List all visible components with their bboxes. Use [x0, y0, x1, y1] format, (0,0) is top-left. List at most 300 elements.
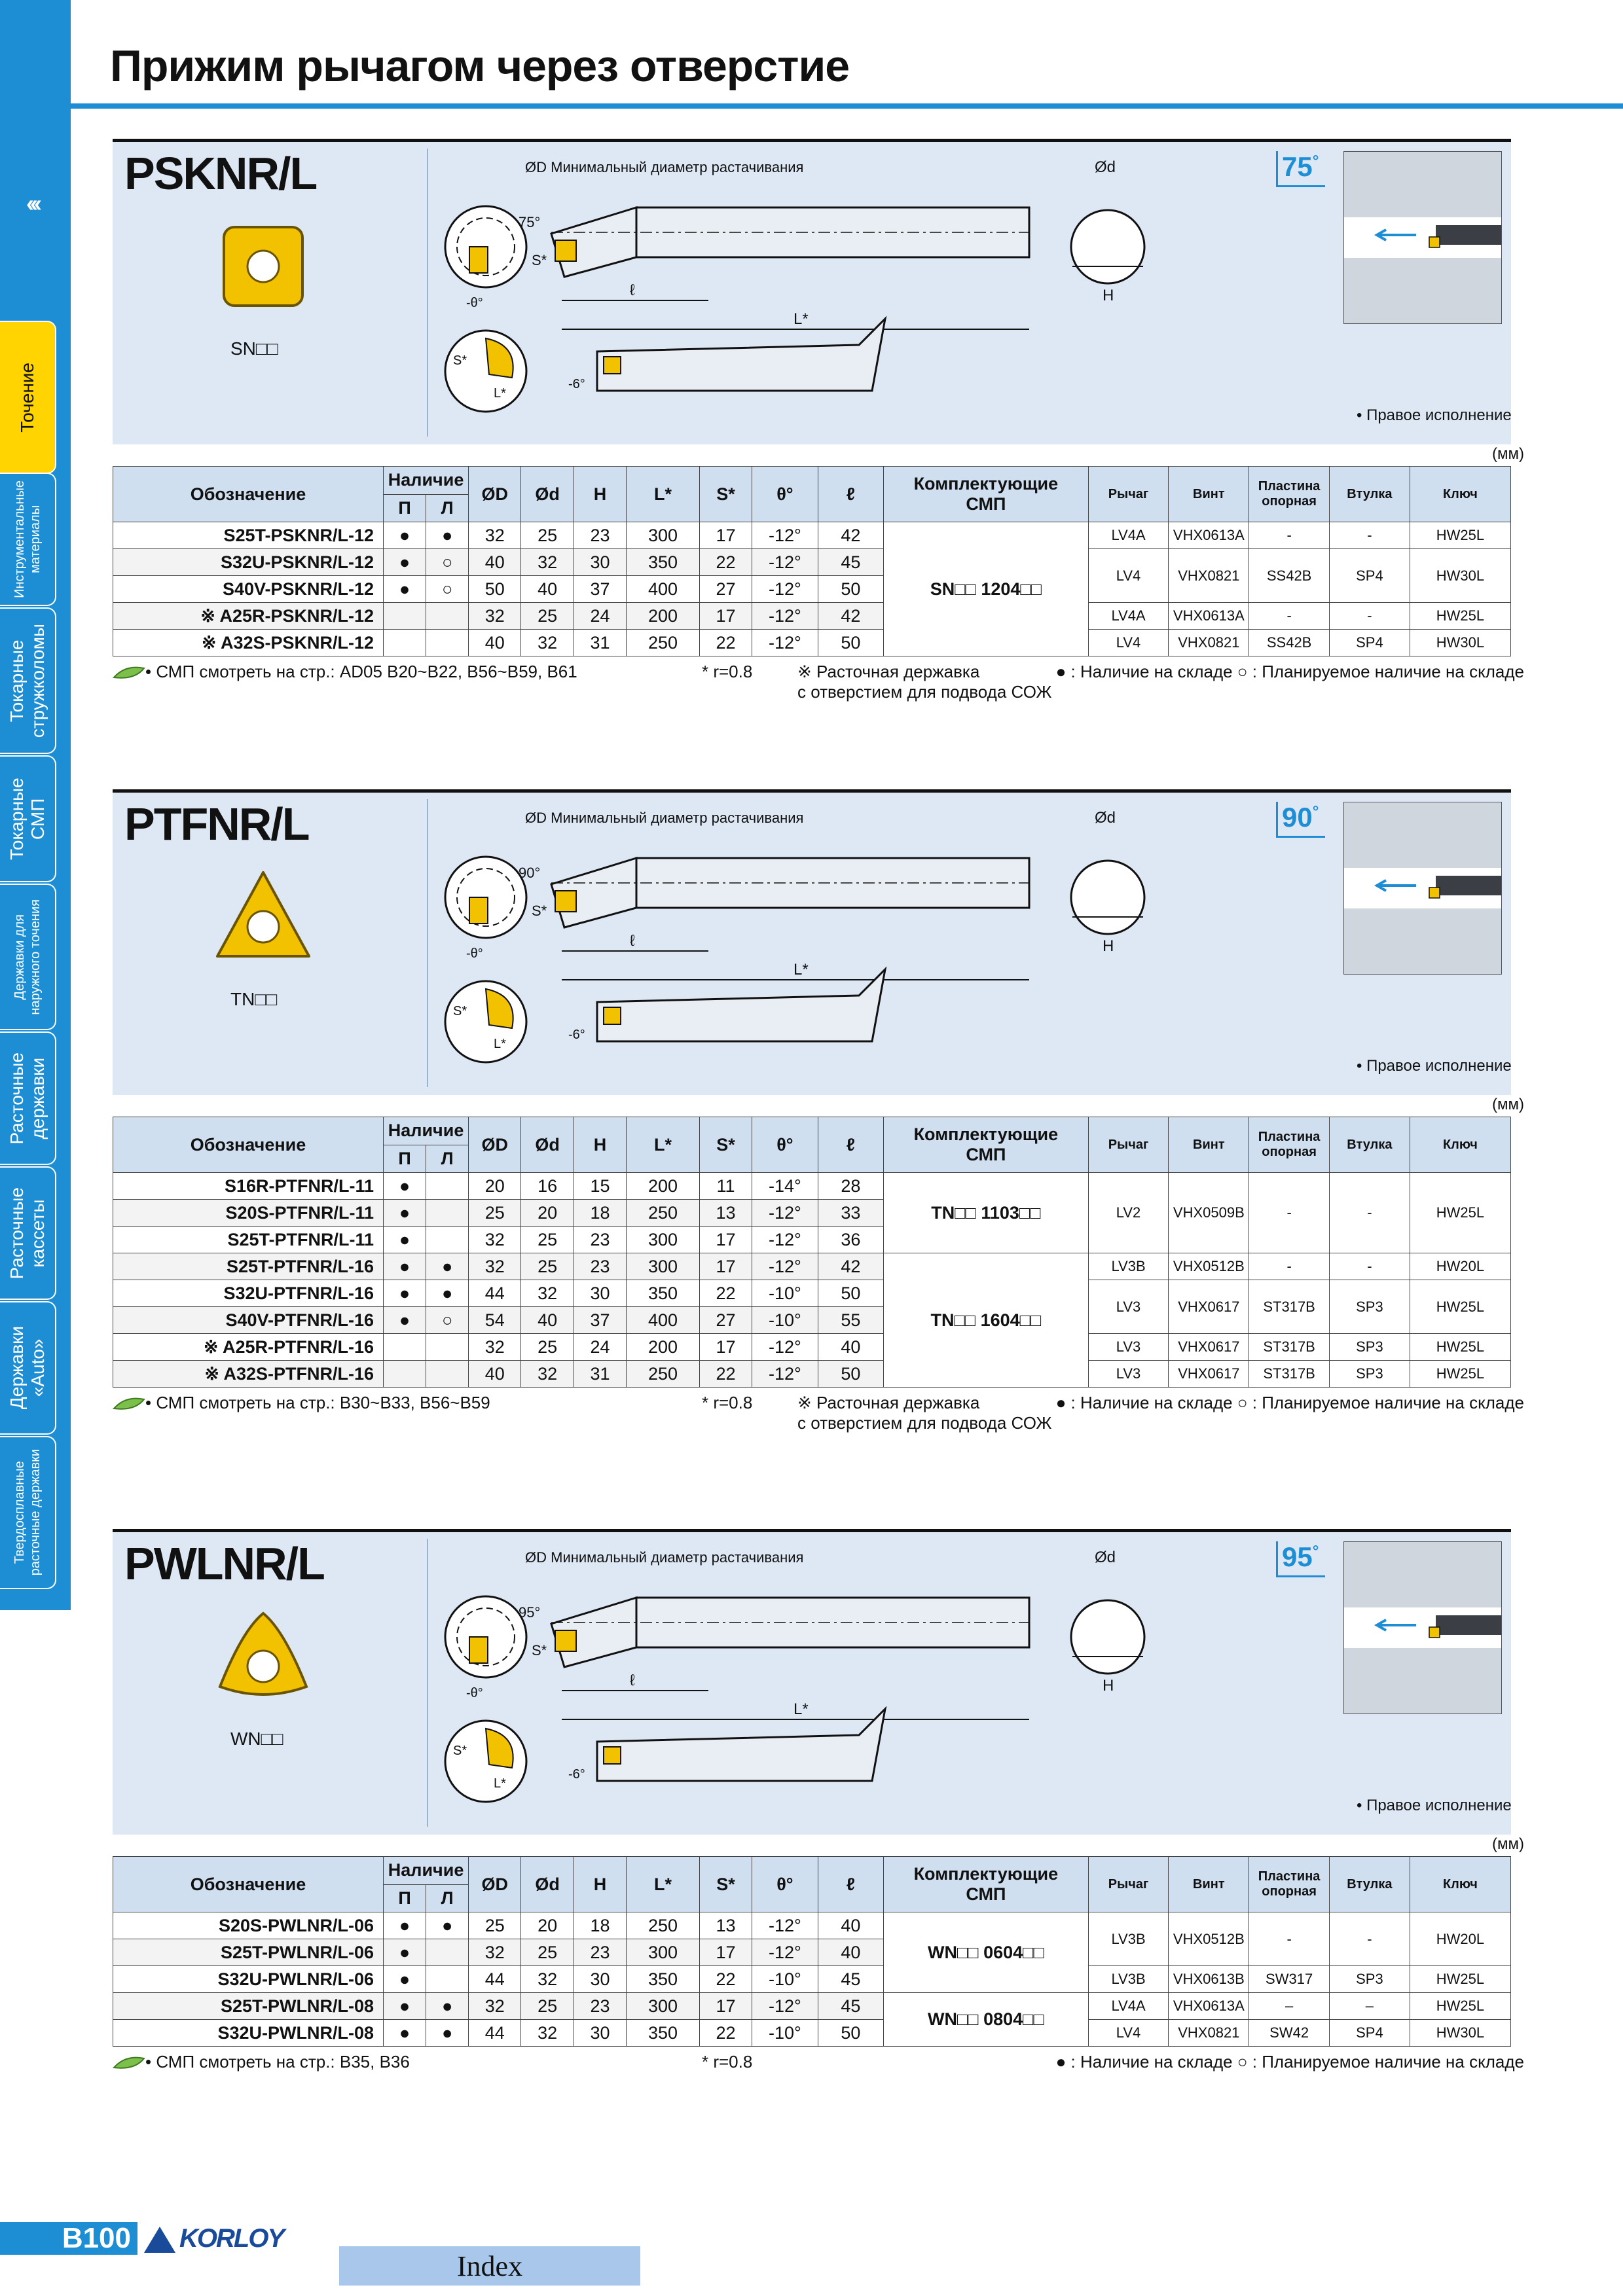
insert-hole — [247, 251, 279, 282]
table-footnote — [113, 2051, 1524, 2103]
cell-h: 23 — [574, 1939, 626, 1966]
units-note: (мм) — [1492, 1096, 1524, 1113]
cell-h: 23 — [574, 1253, 626, 1280]
workpiece-top — [1344, 152, 1501, 217]
insert-page-reference[interactable] — [113, 1393, 490, 1413]
cell-s: 27 — [699, 576, 752, 603]
table-row — [113, 1361, 1511, 1388]
cell-d: 20 — [521, 1912, 574, 1939]
component-plate: - — [1249, 522, 1330, 549]
table-header: Ød — [521, 1857, 574, 1912]
reference-text: • СМП смотреть на стр.: AD05 B20~B22, B56~B59, B61 — [145, 662, 577, 681]
cell-d: 16 — [521, 1173, 574, 1200]
cell-p: ● — [384, 1939, 426, 1966]
cell-l: 200 — [627, 1173, 700, 1200]
detail-L-label: L* — [494, 1037, 506, 1051]
cell-l — [426, 1173, 469, 1200]
cell-d: 25 — [521, 1334, 574, 1361]
dimension-drawing — [440, 1539, 1160, 1827]
component-header: Ключ — [1410, 1117, 1510, 1173]
components-header — [884, 467, 1089, 522]
model-designation: S25T-PWLNR/L-06 — [113, 1939, 384, 1966]
illustration-panel — [113, 789, 1511, 1095]
sidebar-tab[interactable] — [0, 1436, 56, 1589]
cell-h: 37 — [574, 1307, 626, 1334]
lower-insert — [604, 357, 621, 374]
component-header: Втулка — [1330, 1117, 1410, 1173]
component-screw: VHX0617 — [1169, 1280, 1249, 1334]
component-header: Втулка — [1330, 1857, 1410, 1912]
component-header: Ключ — [1410, 1857, 1510, 1912]
sidebar-tab-label: Державки для наружного точения — [12, 899, 43, 1015]
table-header: L* — [627, 467, 700, 522]
logo-icon — [144, 2227, 175, 2253]
cell-l: ● — [426, 522, 469, 549]
cell-s: 13 — [699, 1200, 752, 1227]
component-plate: ST317B — [1249, 1334, 1330, 1361]
cell-d: 32 — [469, 1253, 521, 1280]
angle-value: 75 — [1282, 151, 1313, 182]
component-plate: SS42B — [1249, 630, 1330, 656]
d-label: Ød — [1095, 1549, 1116, 1566]
table-header: ØD — [469, 467, 521, 522]
cell-p: ● — [384, 522, 426, 549]
sidebar-tab-label: Инструментальные материалы — [12, 480, 43, 598]
cell-theta: -12° — [752, 1361, 818, 1388]
smp-cell: WN□□ 0804□□ — [884, 1993, 1089, 2047]
cell-p — [384, 630, 426, 656]
table-header: S* — [699, 1117, 752, 1173]
cell-h: 23 — [574, 522, 626, 549]
sidebar-tab[interactable] — [0, 607, 56, 754]
table-header: H — [574, 467, 626, 522]
insert-page-reference[interactable] — [113, 2052, 410, 2072]
cell-p — [384, 1361, 426, 1388]
component-screw: VHX0617 — [1169, 1334, 1249, 1361]
back-arrows-icon[interactable]: ‹‹‹ — [26, 190, 38, 217]
lower-insert — [604, 1747, 621, 1764]
bar-insert — [555, 240, 576, 261]
sidebar-tab[interactable] — [0, 473, 56, 606]
component-key: HW30L — [1410, 549, 1510, 603]
panel-divider — [427, 799, 428, 1087]
insert-icon — [211, 1604, 316, 1709]
component-plate: - — [1249, 1912, 1330, 1966]
cell-l: 300 — [627, 1939, 700, 1966]
ell-label: ℓ — [630, 1672, 635, 1689]
angle-value: 95 — [1282, 1541, 1313, 1572]
cell-d: 20 — [521, 1200, 574, 1227]
cell-d: 32 — [521, 1361, 574, 1388]
L-label: L* — [793, 310, 809, 328]
cell-ell: 45 — [818, 1993, 883, 2020]
component-plate: – — [1249, 1993, 1330, 2020]
component-sleeve: - — [1330, 1912, 1410, 1966]
component-header: Рычаг — [1088, 1857, 1169, 1912]
tool-code: PWLNR/L — [124, 1538, 324, 1589]
cell-h: 24 — [574, 603, 626, 630]
boring-bar — [1436, 1615, 1501, 1635]
insert-hole — [247, 1651, 279, 1682]
component-sleeve: SP3 — [1330, 1361, 1410, 1388]
component-lever: LV4 — [1088, 630, 1169, 656]
table-row — [113, 1334, 1511, 1361]
component-key: HW25L — [1410, 1334, 1510, 1361]
approach-angle-label: 95° — [519, 1604, 541, 1621]
table-header: Наличие — [384, 1857, 469, 1885]
component-key: HW30L — [1410, 2020, 1510, 2047]
cell-ell: 50 — [818, 576, 883, 603]
components-label: Комплектующие — [913, 474, 1059, 493]
cell-p: ● — [384, 1227, 426, 1253]
workpiece-top — [1344, 1542, 1501, 1607]
component-sleeve: – — [1330, 1993, 1410, 2020]
dimension-drawing — [440, 149, 1160, 437]
leaf-shape — [114, 1399, 144, 1409]
index-button[interactable]: Index — [339, 2246, 640, 2286]
cell-d: 20 — [469, 1173, 521, 1200]
cell-h: 24 — [574, 1334, 626, 1361]
table-row — [113, 1253, 1511, 1280]
cell-p: ● — [384, 576, 426, 603]
cell-h: 30 — [574, 2020, 626, 2047]
cell-theta: -12° — [752, 549, 818, 576]
detail-s-label: S* — [453, 1004, 467, 1018]
spec-table — [113, 1117, 1511, 1388]
cell-s: 22 — [699, 1280, 752, 1307]
cell-d: 32 — [521, 2020, 574, 2047]
component-screw: VHX0613A — [1169, 1993, 1249, 2020]
units-note: (мм) — [1492, 1835, 1524, 1853]
table-header: θ° — [752, 1857, 818, 1912]
sidebar-tab-label: Твердосплавные расточные державки — [12, 1449, 43, 1576]
sidebar-tab[interactable] — [0, 321, 56, 474]
radius-note: * r=0.8 — [702, 2052, 753, 2072]
table-header: Обозначение — [113, 467, 384, 522]
radius-note: * r=0.8 — [702, 662, 753, 681]
table-row — [113, 1912, 1511, 1939]
cell-s: 22 — [699, 630, 752, 656]
model-designation: S25T-PWLNR/L-08 — [113, 1993, 384, 2020]
operation-image — [1343, 151, 1502, 324]
cell-d: 40 — [469, 1361, 521, 1388]
sidebar-tab[interactable] — [0, 884, 56, 1030]
cell-ell: 50 — [818, 2020, 883, 2047]
component-screw: VHX0613A — [1169, 522, 1249, 549]
sidebar-tab-label: Расточные державки — [7, 1052, 48, 1145]
table-row — [113, 630, 1511, 656]
model-designation: S32U-PTFNR/L-16 — [113, 1280, 384, 1307]
component-header: Ключ — [1410, 467, 1510, 522]
cell-ell: 45 — [818, 1966, 883, 1993]
table-header: ℓ — [818, 1117, 883, 1173]
neg6-label: -6° — [568, 1767, 585, 1782]
cell-ell: 50 — [818, 1280, 883, 1307]
component-header: Винт — [1169, 1857, 1249, 1912]
cell-s: 11 — [699, 1173, 752, 1200]
table-header: Обозначение — [113, 1117, 384, 1173]
cell-l: 200 — [627, 603, 700, 630]
component-lever: LV3B — [1088, 1253, 1169, 1280]
min-diameter-label: ØD Минимальный диаметр растачивания — [525, 159, 804, 175]
stock-legend: ● : Наличие на складе ○ : Планируемое наличие на складе — [1055, 2052, 1524, 2072]
cell-l — [426, 1361, 469, 1388]
cell-d: 25 — [521, 1227, 574, 1253]
degree-sign: ° — [1312, 803, 1319, 821]
component-lever: LV4 — [1088, 549, 1169, 603]
component-lever: LV4 — [1088, 2020, 1169, 2047]
component-sleeve: - — [1330, 522, 1410, 549]
detail-s-label: S* — [453, 353, 467, 368]
table-header: Л — [426, 494, 469, 522]
right-hand-note: • Правое исполнение — [1357, 406, 1512, 424]
cell-h: 30 — [574, 1280, 626, 1307]
component-key: HW25L — [1410, 1993, 1510, 2020]
component-lever: LV3 — [1088, 1334, 1169, 1361]
cell-theta: -12° — [752, 630, 818, 656]
sidebar-tab[interactable] — [0, 1301, 56, 1435]
component-screw: VHX0613B — [1169, 1966, 1249, 1993]
smp-cell: WN□□ 0604□□ — [884, 1912, 1089, 1993]
component-header: Винт — [1169, 467, 1249, 522]
component-key: HW20L — [1410, 1253, 1510, 1280]
section-circle — [1071, 861, 1144, 934]
cell-s: 17 — [699, 1993, 752, 2020]
cell-s: 13 — [699, 1912, 752, 1939]
smp-label: СМП — [966, 1884, 1006, 1904]
cell-l — [426, 1227, 469, 1253]
table-header: ℓ — [818, 467, 883, 522]
reference-leaf-icon — [113, 664, 145, 681]
boring-bar-note: ※ Расточная державка с отверстием для подвода СОЖ — [797, 1393, 1052, 1433]
component-lever: LV3 — [1088, 1280, 1169, 1334]
component-lever: LV4A — [1088, 603, 1169, 630]
sidebar-tab[interactable] — [0, 1166, 56, 1300]
component-header: Рычаг — [1088, 1117, 1169, 1173]
boring-bar-note: ※ Расточная державка с отверстием для подвода СОЖ — [797, 662, 1052, 702]
bar-tip — [1429, 888, 1440, 898]
sidebar-tab[interactable] — [0, 1031, 56, 1165]
cell-l — [426, 1334, 469, 1361]
smp-label: СМП — [966, 1145, 1006, 1164]
cell-d: 40 — [521, 576, 574, 603]
table-header: П — [384, 1145, 426, 1173]
table-header: Ød — [521, 467, 574, 522]
dimension-drawing — [440, 799, 1160, 1087]
units-note: (мм) — [1492, 445, 1524, 463]
insert-page-reference[interactable] — [113, 662, 577, 682]
approach-angle-label: 75° — [519, 214, 541, 230]
page-title: Прижим рычагом через отверстие — [110, 41, 850, 91]
component-screw: VHX0613A — [1169, 603, 1249, 630]
approach-angle-label: 90° — [519, 865, 541, 881]
smp-cell: TN□□ 1604□□ — [884, 1253, 1089, 1388]
angle-value: 90 — [1282, 802, 1313, 833]
component-lever: LV3B — [1088, 1966, 1169, 1993]
H-label: H — [1103, 287, 1114, 304]
stock-legend: ● : Наличие на складе ○ : Планируемое наличие на складе — [1055, 1393, 1524, 1412]
cell-p — [384, 603, 426, 630]
cell-l — [426, 1966, 469, 1993]
component-sleeve: SP3 — [1330, 1966, 1410, 1993]
component-sleeve: - — [1330, 1173, 1410, 1253]
table-header: ØD — [469, 1857, 521, 1912]
component-key: HW25L — [1410, 1966, 1510, 1993]
cell-l: 350 — [627, 1966, 700, 1993]
reference-leaf-icon — [113, 2054, 145, 2072]
table-header: S* — [699, 1857, 752, 1912]
cell-p: ● — [384, 1912, 426, 1939]
cell-ell: 50 — [818, 630, 883, 656]
cell-d: 25 — [521, 1993, 574, 2020]
panel-divider — [427, 1539, 428, 1827]
smp-cell: SN□□ 1204□□ — [884, 522, 1089, 656]
workpiece-bottom — [1344, 258, 1501, 323]
detail-L-label: L* — [494, 1776, 506, 1791]
cell-theta: -10° — [752, 1307, 818, 1334]
table-header: H — [574, 1117, 626, 1173]
smp-label: СМП — [966, 494, 1006, 514]
component-plate: - — [1249, 1253, 1330, 1280]
table-header: L* — [627, 1117, 700, 1173]
sidebar-tab-label: Токарные СМП — [7, 778, 48, 860]
insert-designation: SN□□ — [230, 338, 278, 359]
cell-h: 37 — [574, 576, 626, 603]
cell-s: 22 — [699, 1966, 752, 1993]
cell-p: ● — [384, 1280, 426, 1307]
insert-designation: WN□□ — [230, 1729, 283, 1749]
cell-p: ● — [384, 1173, 426, 1200]
cell-l: ● — [426, 1280, 469, 1307]
H-label: H — [1103, 1677, 1114, 1695]
cell-l: 300 — [627, 522, 700, 549]
cell-d: 44 — [469, 1280, 521, 1307]
table-footnote — [113, 660, 1524, 713]
model-designation: ※ A25R-PSKNR/L-12 — [113, 603, 384, 630]
cell-l: 200 — [627, 1334, 700, 1361]
cell-l: ○ — [426, 1307, 469, 1334]
component-screw: VHX0509B — [1169, 1173, 1249, 1253]
component-lever: LV3 — [1088, 1361, 1169, 1388]
insert-icon — [211, 865, 316, 969]
cell-p — [384, 1334, 426, 1361]
min-diameter-label: ØD Минимальный диаметр растачивания — [525, 1549, 804, 1566]
component-plate: - — [1249, 1173, 1330, 1253]
cell-theta: -10° — [752, 1280, 818, 1307]
spec-table — [113, 1856, 1511, 2047]
component-lever: LV3B — [1088, 1912, 1169, 1966]
component-plate: ST317B — [1249, 1361, 1330, 1388]
table-header: П — [384, 1884, 426, 1912]
component-key: HW25L — [1410, 1173, 1510, 1253]
component-sleeve: SP4 — [1330, 630, 1410, 656]
cell-p: ● — [384, 1307, 426, 1334]
end-view-insert — [469, 1637, 488, 1663]
table-header: Ød — [521, 1117, 574, 1173]
cell-ell: 36 — [818, 1227, 883, 1253]
model-designation: S32U-PWLNR/L-06 — [113, 1966, 384, 1993]
insert-hole — [247, 911, 279, 942]
component-lever: LV4A — [1088, 1993, 1169, 2020]
cell-l — [426, 1200, 469, 1227]
cell-ell: 28 — [818, 1173, 883, 1200]
table-row — [113, 1280, 1511, 1307]
cell-s: 22 — [699, 1361, 752, 1388]
component-sleeve: SP3 — [1330, 1334, 1410, 1361]
detail-s-label: S* — [453, 1744, 467, 1758]
cell-theta: -12° — [752, 1993, 818, 2020]
cell-theta: -10° — [752, 1966, 818, 1993]
component-plate: ST317B — [1249, 1280, 1330, 1334]
table-header: H — [574, 1857, 626, 1912]
operation-image — [1343, 802, 1502, 975]
right-hand-note: • Правое исполнение — [1357, 1057, 1512, 1075]
cell-d: 44 — [469, 2020, 521, 2047]
theta-label: -θ° — [466, 296, 483, 310]
section-circle — [1071, 1600, 1144, 1674]
table-header: П — [384, 494, 426, 522]
model-designation: S25T-PSKNR/L-12 — [113, 522, 384, 549]
component-sleeve: - — [1330, 1253, 1410, 1280]
ell-label: ℓ — [630, 932, 635, 950]
min-diameter-label: ØD Минимальный диаметр растачивания — [525, 810, 804, 826]
boring-bar — [1436, 876, 1501, 895]
cell-p: ● — [384, 2020, 426, 2047]
model-designation: S25T-PTFNR/L-11 — [113, 1227, 384, 1253]
cell-l: ● — [426, 1993, 469, 2020]
model-designation: S20S-PTFNR/L-11 — [113, 1200, 384, 1227]
component-key: HW20L — [1410, 1912, 1510, 1966]
cell-l: ● — [426, 1912, 469, 1939]
cell-theta: -12° — [752, 576, 818, 603]
insert-icon — [211, 214, 316, 319]
page-number: B100 — [0, 2222, 137, 2255]
cell-p: ● — [384, 1993, 426, 2020]
theta-label: -θ° — [466, 1686, 483, 1700]
angle-badge — [1276, 151, 1325, 187]
cell-d: 32 — [469, 603, 521, 630]
component-key: HW25L — [1410, 1361, 1510, 1388]
reference-text: • СМП смотреть на стр.: B35, B36 — [145, 2052, 410, 2072]
sidebar-tab[interactable] — [0, 755, 56, 882]
cell-h: 15 — [574, 1173, 626, 1200]
cell-l — [426, 603, 469, 630]
cell-d: 40 — [469, 630, 521, 656]
table-footnote — [113, 1391, 1524, 1444]
model-designation: S32U-PWLNR/L-08 — [113, 2020, 384, 2047]
table-header: S* — [699, 467, 752, 522]
component-header: Пластина опорная — [1249, 1117, 1330, 1173]
component-key: HW25L — [1410, 603, 1510, 630]
illustration-panel — [113, 139, 1511, 444]
table-header: ℓ — [818, 1857, 883, 1912]
neg6-label: -6° — [568, 377, 585, 391]
component-sleeve: SP4 — [1330, 549, 1410, 603]
components-header — [884, 1857, 1089, 1912]
leaf-shape — [114, 2058, 144, 2068]
component-header: Втулка — [1330, 467, 1410, 522]
d-label: Ød — [1095, 158, 1116, 176]
cell-l: ○ — [426, 576, 469, 603]
cell-d: 32 — [469, 1939, 521, 1966]
panel-divider — [427, 149, 428, 437]
cell-s: 27 — [699, 1307, 752, 1334]
component-plate: - — [1249, 603, 1330, 630]
cell-s: 17 — [699, 603, 752, 630]
cell-h: 30 — [574, 549, 626, 576]
table-header: ØD — [469, 1117, 521, 1173]
cell-ell: 33 — [818, 1200, 883, 1227]
